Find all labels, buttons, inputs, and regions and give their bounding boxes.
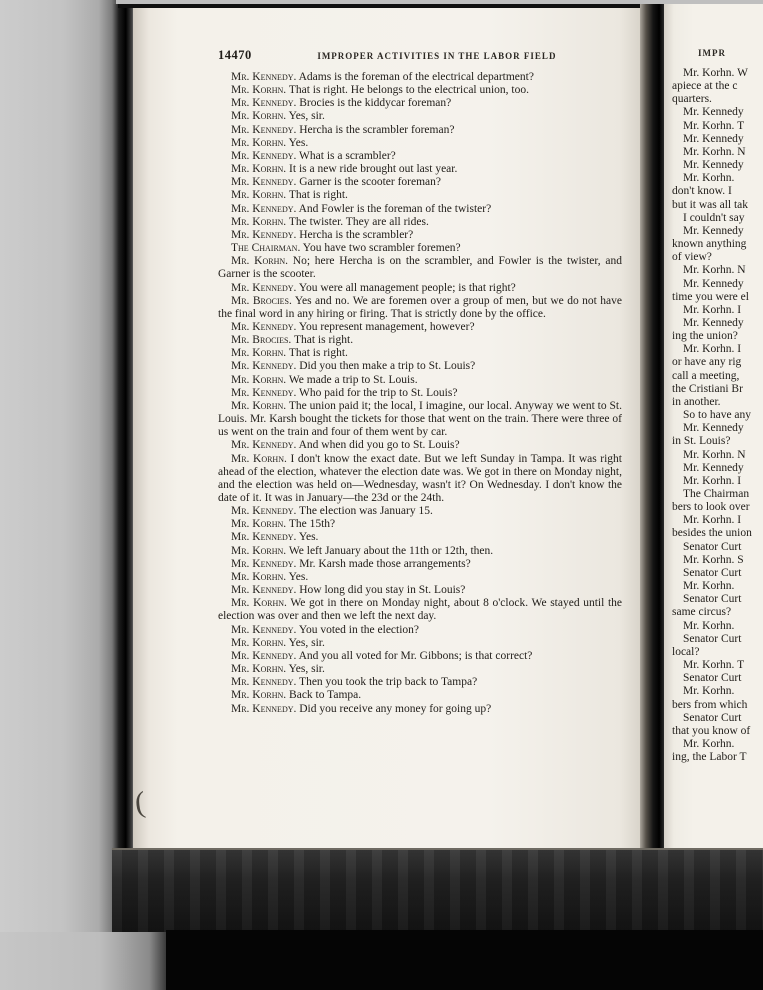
right-page-line: Senator Curt xyxy=(683,540,742,553)
right-page-line: in another. xyxy=(672,395,721,408)
transcript-line xyxy=(218,71,622,84)
speaker-name: Mr. Kennedy. xyxy=(231,649,297,662)
transcript-line xyxy=(218,584,622,597)
speech-text: You voted in the election? xyxy=(296,623,420,636)
speaker-name: Mr. Kennedy. xyxy=(231,320,297,333)
right-page-line: Mr. Korhn. N xyxy=(683,448,746,461)
speaker-name: Mr. Korhn. xyxy=(231,373,287,386)
right-page-line: Mr. Korhn. I xyxy=(683,303,742,316)
speaker-name: Mr. Kennedy. xyxy=(231,505,297,518)
speaker-name: Mr. Korhn. xyxy=(231,215,287,228)
transcript-line xyxy=(218,387,622,400)
speaker-name: Mr. Kennedy. xyxy=(231,176,297,189)
transcript-line xyxy=(218,663,622,676)
speaker-name: Mr. Kennedy. xyxy=(231,360,297,373)
speech-text: The election was January 15. xyxy=(296,505,433,518)
speaker-name: Mr. Korhn. xyxy=(231,189,287,202)
transcript-line xyxy=(218,558,622,571)
scan-bottom-dark-band xyxy=(112,848,763,934)
right-page-line: Mr. Korhn. xyxy=(683,580,735,593)
speaker-name: Mr. Kennedy. xyxy=(231,202,297,215)
transcript-line xyxy=(218,295,622,321)
speaker-name: Mr. Korhn. xyxy=(231,452,287,465)
speaker-name: Mr. Kennedy. xyxy=(231,123,297,136)
speech-text: Mr. Karsh made those arrangements? xyxy=(296,557,471,570)
right-page-line: Mr. Korhn. xyxy=(683,172,735,185)
right-page-line: local? xyxy=(672,645,700,658)
right-page-line: Mr. Kennedy xyxy=(683,461,744,474)
right-page-line: same circus? xyxy=(672,606,732,619)
right-page-line: Mr. Korhn. T xyxy=(683,119,745,132)
right-page-lines xyxy=(672,67,763,764)
transcript-line xyxy=(218,624,622,637)
speech-text: The union paid it; the local, I imagine, our local. Anyway we went to St. Louis. Mr. Karsh bought the tickets for those that went on the train. There were three of us went on the train and four of them went by car. xyxy=(218,399,622,439)
left-page xyxy=(133,8,640,848)
speech-text: We made a trip to St. Louis. xyxy=(286,373,418,386)
speech-text: And when did you go to St. Louis? xyxy=(296,439,460,452)
right-page-line: ing the union? xyxy=(672,330,738,343)
speaker-name: Mr. Korhn. xyxy=(231,399,287,412)
right-page-line: Mr. Korhn. W xyxy=(683,67,748,79)
transcript-line xyxy=(218,676,622,689)
right-page-line: but it was all tak xyxy=(672,198,749,211)
binding-gutter-shadow xyxy=(640,4,664,990)
right-page-line: call a meeting, xyxy=(672,369,740,382)
speech-text: It is a new ride brought out last year. xyxy=(286,163,458,176)
right-page-line: Mr. Korhn. I xyxy=(683,514,742,527)
right-page-line: time you were el xyxy=(672,290,749,303)
speech-text: You were all management people; is that right? xyxy=(296,281,516,294)
speaker-name: Mr. Kennedy. xyxy=(231,439,297,452)
transcript-line xyxy=(218,374,622,387)
transcript-line xyxy=(218,650,622,663)
speaker-name: Mr. Korhn. xyxy=(231,255,289,268)
right-page-line: Mr. Kennedy xyxy=(683,106,744,119)
page-number: 14470 xyxy=(218,48,252,62)
speech-text: And Fowler is the foreman of the twister? xyxy=(296,202,492,215)
speech-text: Yes and no. We are foremen over a group of men, but we do not have the final word in any hiring or firing. That is strictly done by the office. xyxy=(218,294,622,320)
speaker-name: Mr. Brocies. xyxy=(231,334,292,347)
right-page-line: known anything xyxy=(672,238,747,251)
speech-text: Hercha is the scrambler? xyxy=(296,228,414,241)
speaker-name: Mr. Korhn. xyxy=(231,544,287,557)
speaker-name: Mr. Korhn. xyxy=(231,136,287,149)
speech-text: Yes, sir. xyxy=(286,110,325,123)
right-page-line: Senator Curt xyxy=(683,711,742,724)
right-page-line: Senator Curt xyxy=(683,566,742,579)
speaker-name: Mr. Korhn. xyxy=(231,570,287,583)
right-page-line: or have any rig xyxy=(672,356,742,369)
speech-text: Then you took the trip back to Tampa? xyxy=(296,676,478,689)
right-page-line: ing, the Labor T xyxy=(672,751,747,764)
right-page-line: Senator Curt xyxy=(683,672,742,685)
transcript-line xyxy=(218,453,622,506)
right-page-line: Mr. Kennedy xyxy=(683,224,744,237)
transcript-line xyxy=(218,97,622,110)
speech-text: We got in there on Monday night, about 8 o'clock. We stayed until the election was over and then we left the next day. xyxy=(218,597,622,623)
speech-text: Did you receive any money for going up? xyxy=(296,702,492,715)
speech-text: That is right. xyxy=(286,189,348,202)
right-page-line: Senator Curt xyxy=(683,593,742,606)
transcript-line xyxy=(218,84,622,97)
speech-text: That is right. xyxy=(291,334,354,347)
transcript-line xyxy=(218,439,622,452)
right-page-line: quarters. xyxy=(672,93,712,106)
right-page-line: I couldn't say xyxy=(683,211,745,224)
scan-bottom-black-area xyxy=(166,930,763,990)
transcript-line xyxy=(218,518,622,531)
speaker-name: Mr. Kennedy. xyxy=(231,623,297,636)
speech-text: Who paid for the trip to St. Louis? xyxy=(296,386,458,399)
speaker-name: Mr. Kennedy. xyxy=(231,702,297,715)
transcript-line xyxy=(218,255,622,281)
speech-text: The 15th? xyxy=(286,518,336,531)
speech-text: We left January about the 11th or 12th, then. xyxy=(286,544,494,557)
transcript-line xyxy=(218,597,622,623)
speaker-name: Mr. Korhn. xyxy=(231,597,287,610)
right-page-line: Mr. Korhn. xyxy=(683,737,735,750)
speaker-name: Mr. Kennedy. xyxy=(231,149,297,162)
right-page-line: bers from which xyxy=(672,698,748,711)
speech-text: Adams is the foreman of the electrical department? xyxy=(296,71,534,83)
speaker-name: Mr. Kennedy. xyxy=(231,97,297,110)
right-page-line: besides the union xyxy=(672,527,752,540)
speech-text: Yes. xyxy=(286,570,309,583)
right-page-line: Mr. Kennedy xyxy=(683,422,744,435)
transcript xyxy=(218,71,622,716)
right-page-line: Mr. Kennedy xyxy=(683,316,744,329)
transcript-line xyxy=(218,703,622,716)
running-head: IMPROPER ACTIVITIES IN THE LABOR FIELD xyxy=(317,51,557,61)
speech-text: No; here Hercha is on the scrambler, and Fowler is the twister, and Garner is the scooter. xyxy=(218,255,622,281)
right-page-line: that you know of xyxy=(672,724,751,737)
speaker-name: Mr. Brocies. xyxy=(231,294,292,307)
right-page-line: don't know. I xyxy=(672,185,732,198)
transcript-line xyxy=(218,216,622,229)
speech-text: Yes. xyxy=(286,136,309,149)
transcript-line xyxy=(218,203,622,216)
speaker-name: The Chairman. xyxy=(231,242,301,255)
transcript-line xyxy=(218,110,622,123)
right-page-line: in St. Louis? xyxy=(672,435,731,448)
speech-text: You have two scrambler foremen? xyxy=(300,242,461,255)
right-running-head-fragment: IMPR xyxy=(698,48,726,58)
speech-text: Yes, sir. xyxy=(286,663,325,676)
transcript-line xyxy=(218,360,622,373)
speaker-name: Mr. Korhn. xyxy=(231,636,287,649)
transcript-line xyxy=(218,124,622,137)
speech-text: The twister. They are all rides. xyxy=(286,215,429,228)
speaker-name: Mr. Korhn. xyxy=(231,689,287,702)
scanner-background-left xyxy=(0,0,116,932)
speech-text: And you all voted for Mr. Gibbons; is that correct? xyxy=(296,649,533,662)
speaker-name: Mr. Korhn. xyxy=(231,663,287,676)
transcript-line xyxy=(218,347,622,360)
transcript-line xyxy=(218,321,622,334)
transcript-line xyxy=(218,242,622,255)
speech-text: You represent management, however? xyxy=(296,320,475,333)
transcript-line xyxy=(218,163,622,176)
speaker-name: Mr. Korhn. xyxy=(231,163,287,176)
handwritten-mark: ( xyxy=(133,785,147,820)
transcript-line xyxy=(218,137,622,150)
speech-text: How long did you stay in St. Louis? xyxy=(296,584,466,597)
transcript-line xyxy=(218,400,622,439)
right-page-line: The Chairman xyxy=(683,488,750,500)
right-page-line: Mr. Korhn. S xyxy=(683,553,744,566)
right-page-line: Mr. Kennedy xyxy=(683,132,744,145)
right-page-line: Mr. Korhn. xyxy=(683,619,735,632)
speaker-name: Mr. Kennedy. xyxy=(231,531,297,544)
speech-text: Did you then make a trip to St. Louis? xyxy=(296,360,476,373)
right-page-line: So to have any xyxy=(683,409,752,422)
transcript-line xyxy=(218,150,622,163)
scanner-background-bottom-left xyxy=(0,932,166,990)
right-page-line: apiece at the c xyxy=(672,80,738,93)
page-edge-shadow xyxy=(112,4,135,932)
transcript-line xyxy=(218,531,622,544)
right-page-line: Mr. Korhn. N xyxy=(683,264,746,277)
right-page-line: Mr. Korhn. N xyxy=(683,145,746,158)
speaker-name: Mr. Korhn. xyxy=(231,84,287,97)
transcript-line xyxy=(218,637,622,650)
right-page xyxy=(664,4,763,856)
speaker-name: Mr. Kennedy. xyxy=(231,71,297,83)
right-page-line: Mr. Kennedy xyxy=(683,277,744,290)
speaker-name: Mr. Korhn. xyxy=(231,110,287,123)
speech-text: Yes. xyxy=(296,531,319,544)
right-page-line: bers to look over xyxy=(672,501,750,514)
transcript-line xyxy=(218,229,622,242)
speaker-name: Mr. Kennedy. xyxy=(231,228,297,241)
right-page-line: of view? xyxy=(672,251,712,264)
speaker-name: Mr. Kennedy. xyxy=(231,584,297,597)
speaker-name: Mr. Kennedy. xyxy=(231,557,297,570)
speech-text: Brocies is the kiddycar foreman? xyxy=(296,97,452,110)
right-page-line: the Cristiani Br xyxy=(672,382,743,395)
right-page-line: Mr. Kennedy xyxy=(683,159,744,172)
transcript-line xyxy=(218,189,622,202)
speech-text: I don't know the exact date. But we left Sunday in Tampa. It was right ahead of the election, whatever the election date was. We got in there on Monday night, and the election was held on—Wednesday, wasn't it? On Wednesday. I don't know the date of it. It was in January—the 23d or the 24th. xyxy=(218,452,622,504)
speaker-name: Mr. Kennedy. xyxy=(231,386,297,399)
page-header xyxy=(218,48,622,63)
transcript-line xyxy=(218,176,622,189)
speech-text: What is a scrambler? xyxy=(296,149,396,162)
transcript-line xyxy=(218,689,622,702)
transcript-line xyxy=(218,282,622,295)
speaker-name: Mr. Kennedy. xyxy=(231,281,297,294)
right-page-line: Mr. Korhn. I xyxy=(683,343,742,356)
transcript-line xyxy=(218,545,622,558)
transcript-line xyxy=(218,505,622,518)
speaker-name: Mr. Korhn. xyxy=(231,518,287,531)
speech-text: Hercha is the scrambler foreman? xyxy=(296,123,455,136)
speech-text: Yes, sir. xyxy=(286,636,325,649)
right-page-line: Senator Curt xyxy=(683,632,742,645)
speaker-name: Mr. Korhn. xyxy=(231,347,287,360)
speech-text: Garner is the scooter foreman? xyxy=(296,176,442,189)
right-page-line: Mr. Korhn. xyxy=(683,685,735,698)
speaker-name: Mr. Kennedy. xyxy=(231,676,297,689)
right-page-line: Mr. Korhn. I xyxy=(683,474,742,487)
speech-text: That is right. He belongs to the electrical union, too. xyxy=(286,84,530,97)
speech-text: That is right. xyxy=(286,347,348,360)
speech-text: Back to Tampa. xyxy=(286,689,362,702)
right-page-line: Mr. Korhn. T xyxy=(683,659,745,672)
transcript-line xyxy=(218,571,622,584)
transcript-line xyxy=(218,334,622,347)
